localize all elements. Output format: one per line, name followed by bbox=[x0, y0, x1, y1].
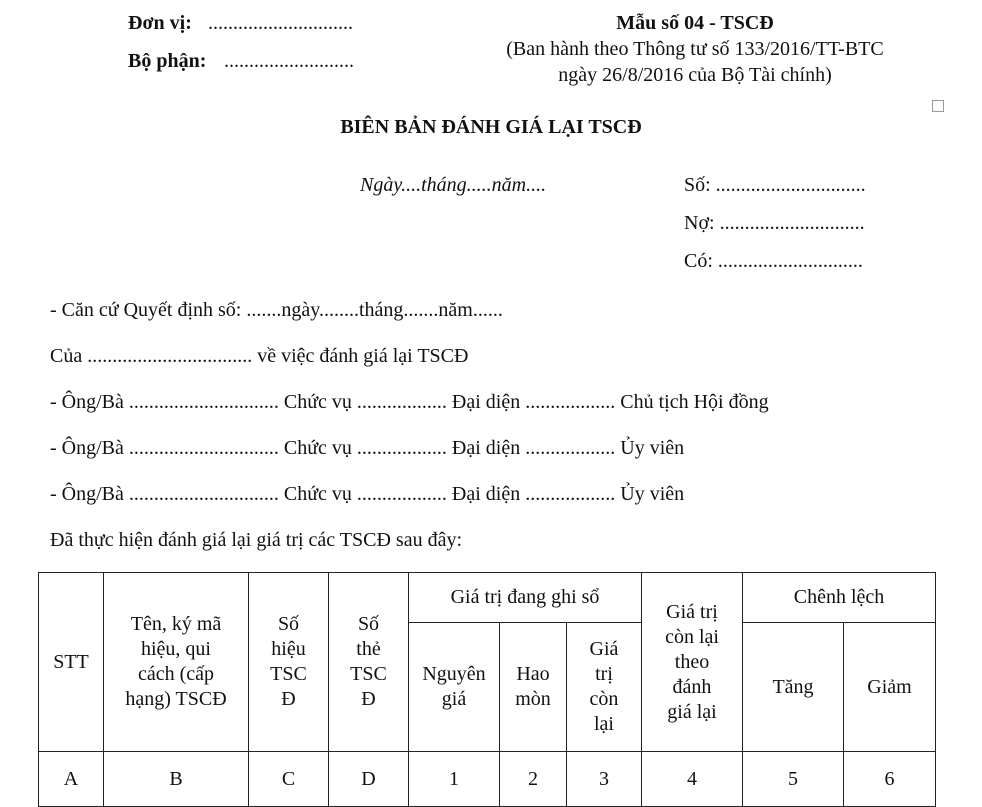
issued-line-1: (Ban hành theo Thông tư số 133/2016/TT-BTC bbox=[506, 38, 884, 60]
decision-line: - Căn cứ Quyết định số: .......ngày........tháng.......năm...... bbox=[50, 299, 503, 321]
ref-so: Số: .............................. bbox=[684, 174, 866, 196]
form-number: Mẫu số 04 - TSCĐ bbox=[616, 12, 774, 34]
ref-co: Có: ............................. bbox=[684, 250, 863, 272]
code-cell: 2 bbox=[500, 752, 567, 807]
header-original-cost: Nguyên giá bbox=[409, 623, 500, 752]
header-depreciation: Hao mòn bbox=[500, 623, 567, 752]
code-cell: 3 bbox=[567, 752, 642, 807]
issued-line-2: ngày 26/8/2016 của Bộ Tài chính) bbox=[558, 64, 832, 86]
unit-field[interactable]: ............................. bbox=[208, 12, 353, 34]
document-title: BIÊN BẢN ĐÁNH GIÁ LẠI TSCĐ bbox=[340, 116, 642, 138]
code-cell: 6 bbox=[844, 752, 936, 807]
code-cell: 4 bbox=[642, 752, 743, 807]
code-cell: 1 bbox=[409, 752, 500, 807]
header-card-number: Số thẻ TSC Đ bbox=[329, 573, 409, 752]
department-label: Bộ phận: bbox=[128, 50, 207, 72]
member-line-chair: - Ông/Bà .............................. Chức vụ .................. Đại diện .................. Chủ tịch Hội đồng bbox=[50, 391, 769, 413]
header-asset-code: Số hiệu TSC Đ bbox=[249, 573, 329, 752]
code-cell: 5 bbox=[743, 752, 844, 807]
code-cell: D bbox=[329, 752, 409, 807]
header-increase: Tăng bbox=[743, 623, 844, 752]
issuer-line: Của ................................. về việc đánh giá lại TSCĐ bbox=[50, 345, 469, 367]
ref-no: Nợ: ............................. bbox=[684, 212, 865, 234]
header-stt: STT bbox=[39, 573, 104, 752]
code-cell: A bbox=[39, 752, 104, 807]
header-difference-group: Chênh lệch bbox=[743, 573, 936, 623]
unit-label: Đơn vị: bbox=[128, 12, 192, 34]
date-line: Ngày....tháng.....năm.... bbox=[360, 174, 547, 196]
member-line-2: - Ông/Bà .............................. Chức vụ .................. Đại diện .................. Ủy viên bbox=[50, 483, 685, 505]
member-line-1: - Ông/Bà .............................. Chức vụ .................. Đại diện .................. Ủy viên bbox=[50, 437, 685, 459]
header-decrease: Giảm bbox=[844, 623, 936, 752]
header-revalued-value: Giá trị còn lại theo đánh giá lại bbox=[642, 573, 743, 752]
checkbox-marker[interactable] bbox=[932, 100, 944, 112]
intro-line: Đã thực hiện đánh giá lại giá trị các TSCĐ sau đây: bbox=[50, 529, 463, 551]
header-asset-name: Tên, ký mã hiệu, qui cách (cấp hạng) TSCĐ bbox=[104, 573, 249, 752]
asset-table bbox=[38, 572, 936, 807]
code-cell: C bbox=[249, 752, 329, 807]
code-cell: B bbox=[104, 752, 249, 807]
department-field[interactable]: .......................... bbox=[224, 50, 354, 72]
header-book-value-group: Giá trị đang ghi sổ bbox=[409, 573, 642, 623]
header-remaining-value: Giá trị còn lại bbox=[567, 623, 642, 752]
